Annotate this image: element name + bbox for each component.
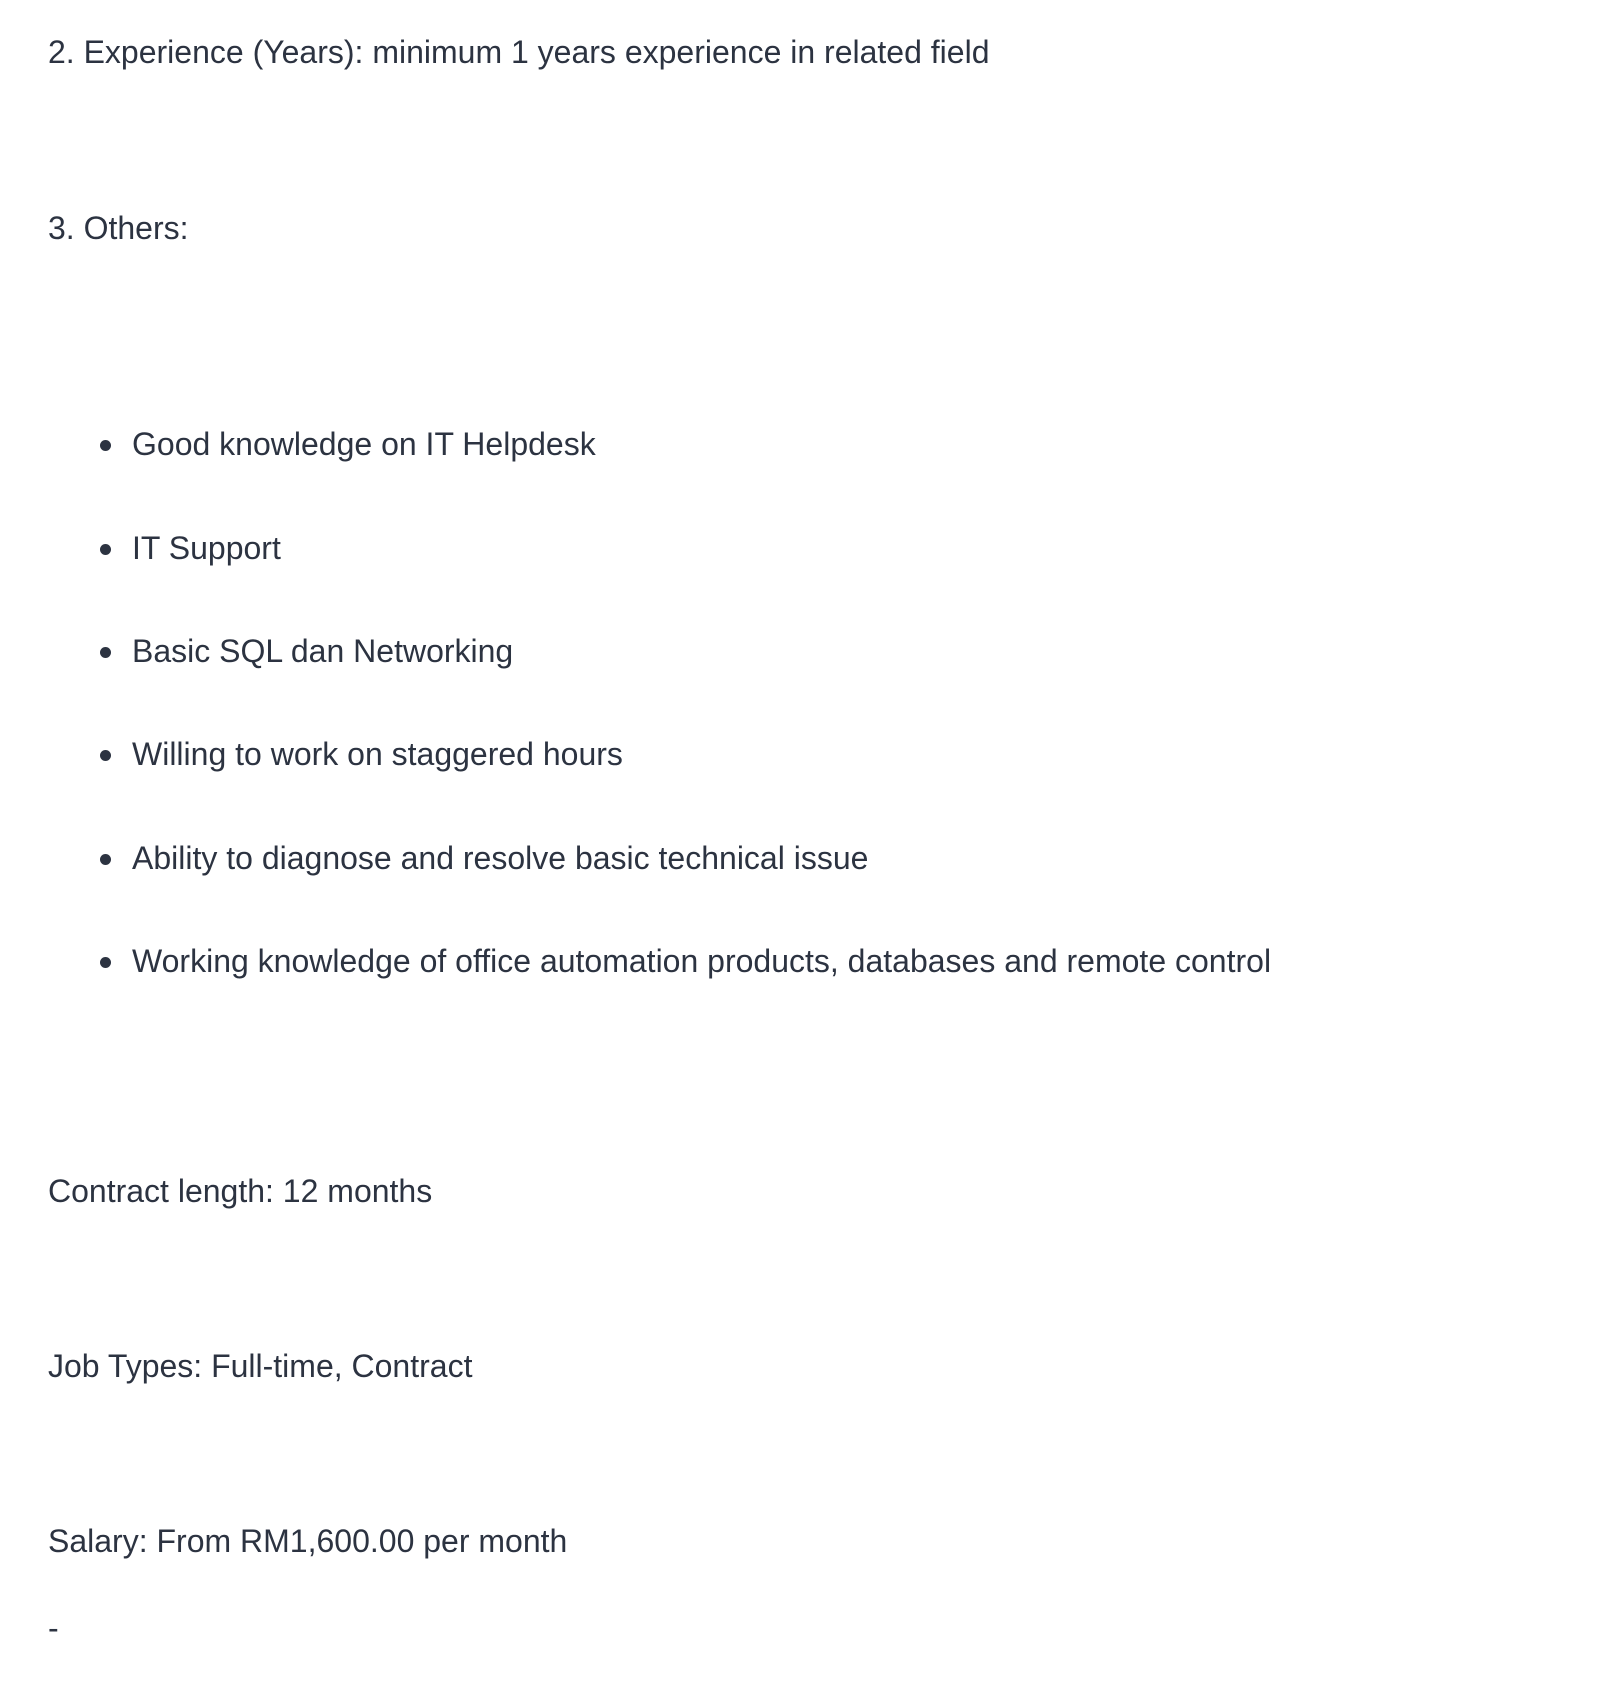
list-item-text: IT Support	[132, 530, 281, 566]
list-item-text: Willing to work on staggered hours	[132, 736, 623, 772]
list-item-text: Basic SQL dan Networking	[132, 633, 514, 669]
bullet-icon	[100, 750, 111, 761]
bullet-icon	[100, 544, 111, 555]
job-types: Job Types: Full-time, Contract	[48, 1348, 473, 1384]
bullet-icon	[100, 854, 111, 865]
bullet-icon	[100, 440, 111, 451]
contract-length: Contract length: 12 months	[48, 1173, 433, 1209]
list-item	[132, 528, 281, 568]
list-item	[132, 631, 513, 671]
list-item	[132, 424, 596, 464]
bullet-icon	[100, 647, 111, 658]
list-item	[132, 838, 868, 878]
list-item-text: Good knowledge on IT Helpdesk	[132, 426, 596, 462]
bullet-icon	[100, 957, 111, 968]
list-item-text: Working knowledge of office automation products, databases and remote control	[132, 943, 1272, 979]
list-item-text: Ability to diagnose and resolve basic technical issue	[132, 840, 869, 876]
others-heading: 3. Others:	[48, 210, 189, 246]
experience-requirement: 2. Experience (Years): minimum 1 years experience in related field	[48, 34, 990, 70]
list-item	[132, 734, 623, 774]
list-item	[132, 941, 1271, 981]
salary: Salary: From RM1,600.00 per month	[48, 1523, 568, 1559]
separator-dash: -	[48, 1610, 59, 1646]
